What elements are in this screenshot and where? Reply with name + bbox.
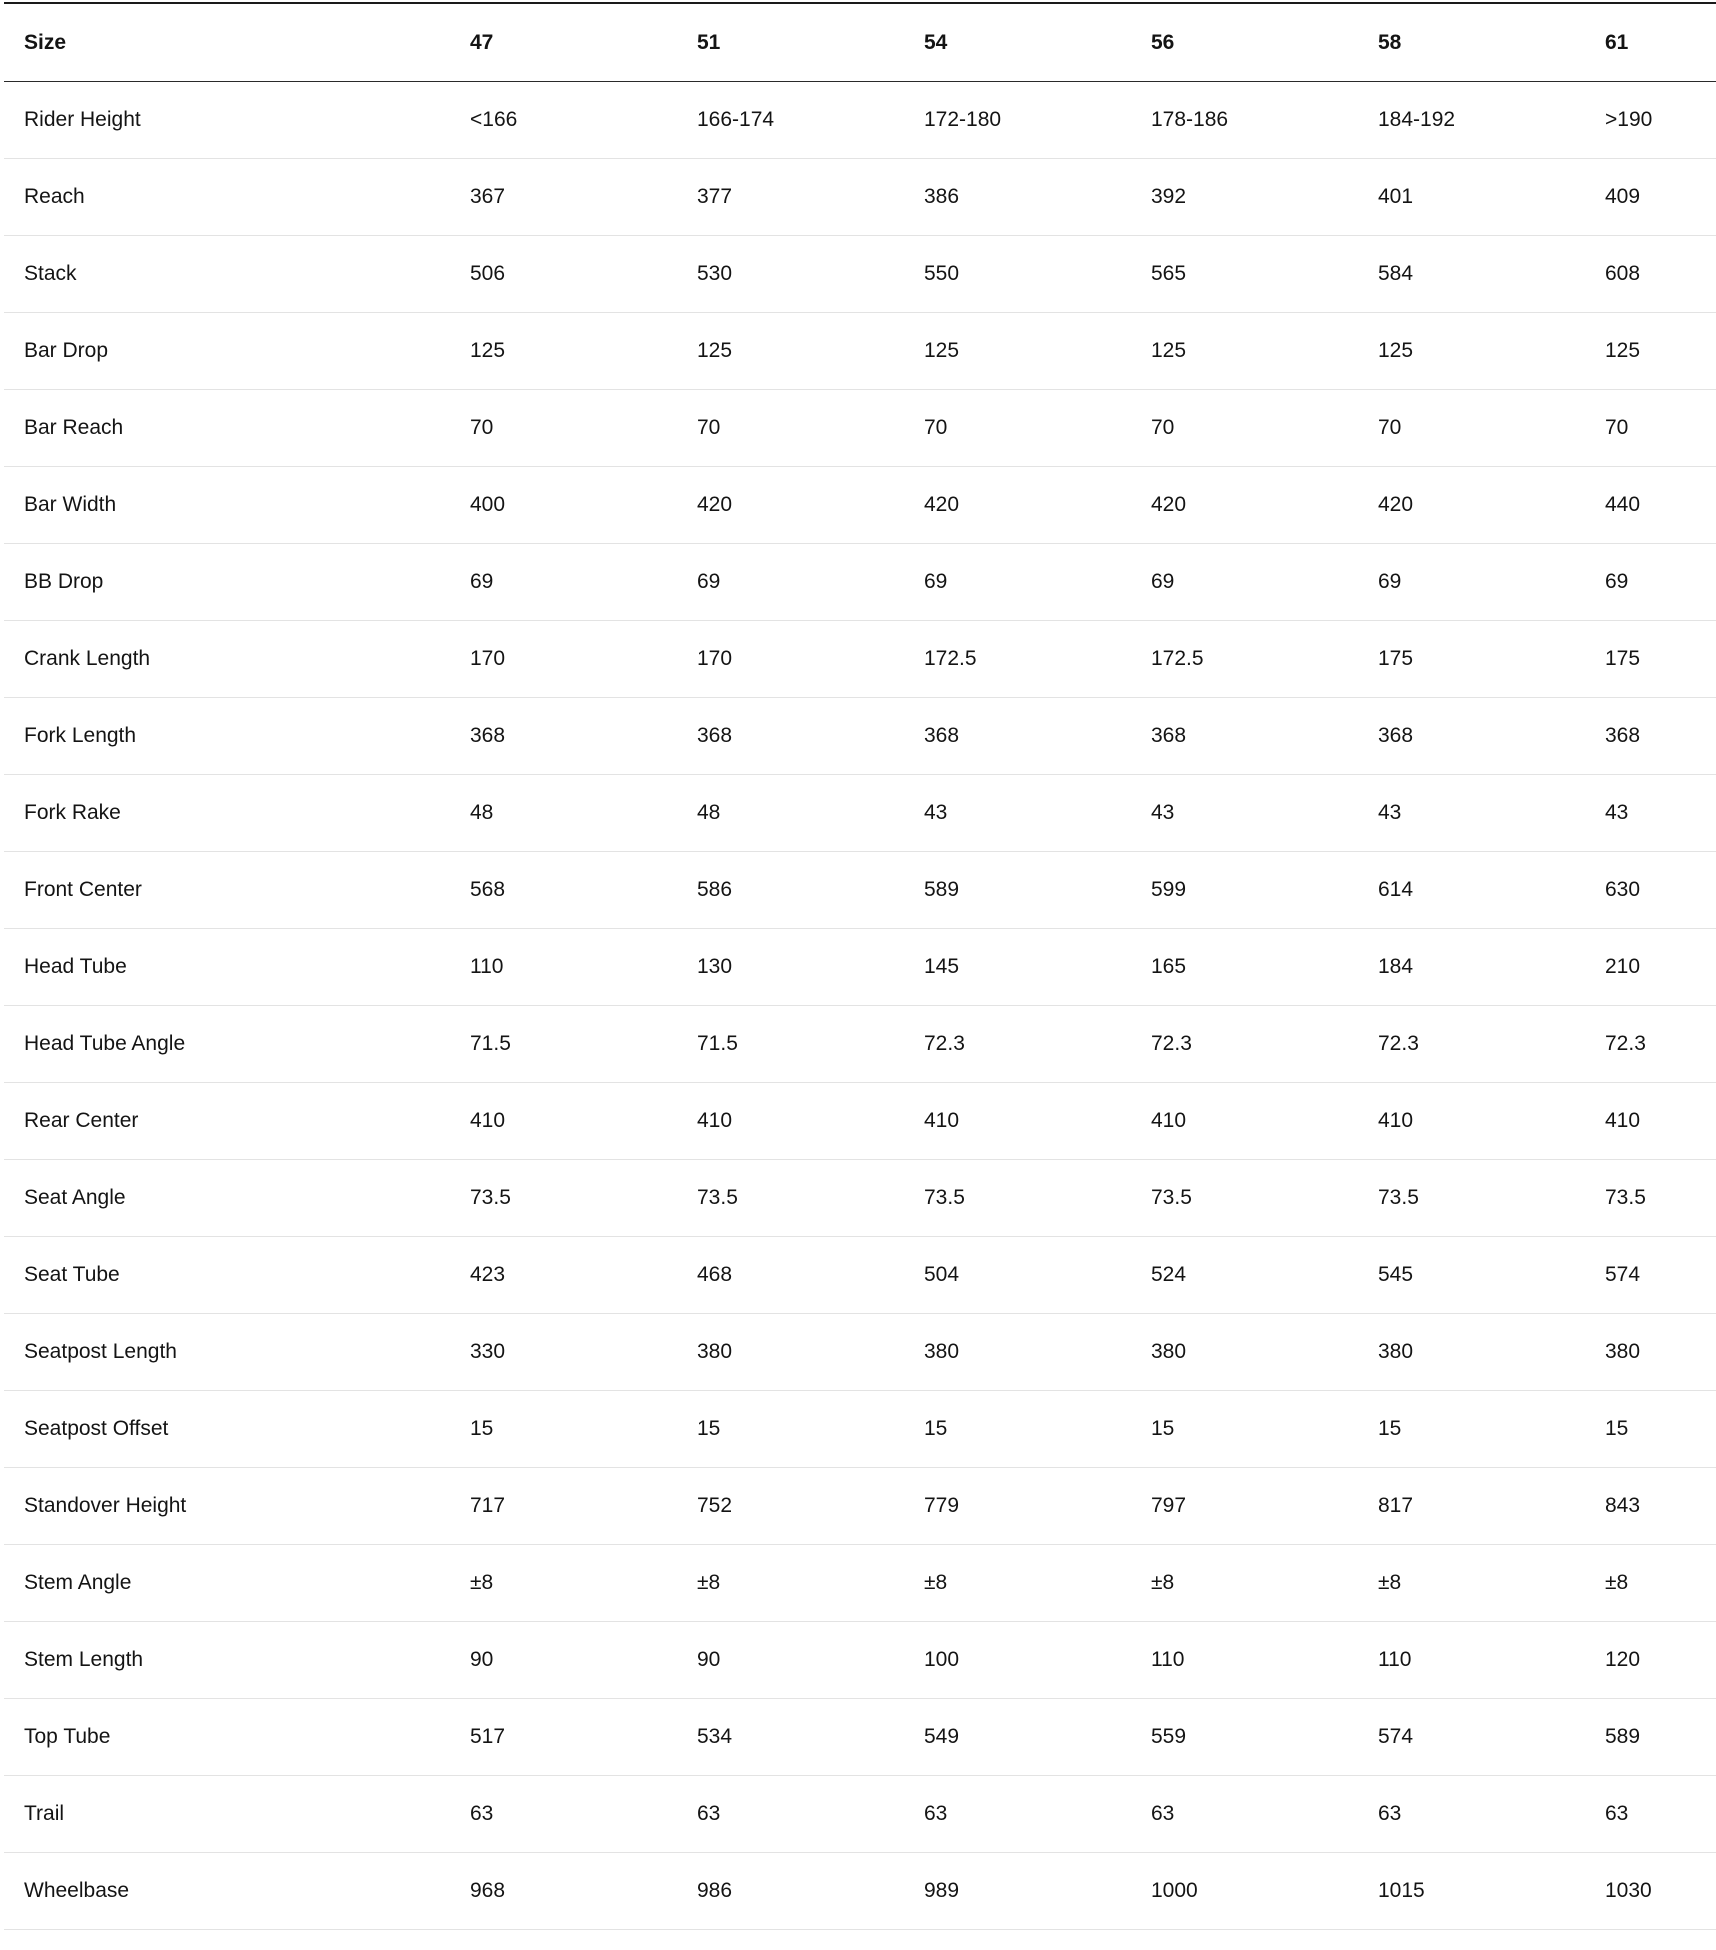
row-label: Seatpost Offset [4,1391,470,1468]
header-cell-58: 58 [1378,3,1605,82]
header-cell-51: 51 [697,3,924,82]
table-cell: 1030 [1605,1853,1716,1930]
table-row [4,775,1716,852]
table-cell: 440 [1605,467,1716,544]
table-cell: 170 [470,621,697,698]
header-cell-56: 56 [1151,3,1378,82]
table-cell: 15 [924,1391,1151,1468]
table-cell: 420 [924,467,1151,544]
table-cell: 48 [697,775,924,852]
table-cell: 63 [1605,1776,1716,1853]
table-cell: 1000 [1151,1853,1378,1930]
table-cell: 73.5 [697,1160,924,1237]
table-cell: 565 [1151,236,1378,313]
table-cell: 549 [924,1699,1151,1776]
table-cell: 110 [470,929,697,1006]
table-cell: 410 [1605,1083,1716,1160]
table-cell: 410 [470,1083,697,1160]
table-body [4,82,1716,1930]
table-cell: 506 [470,236,697,313]
table-cell: 420 [697,467,924,544]
table-cell: 401 [1378,159,1605,236]
table-cell: 367 [470,159,697,236]
table-cell: 380 [1378,1314,1605,1391]
table-cell: 125 [697,313,924,390]
table-row [4,467,1716,544]
table-cell: 409 [1605,159,1716,236]
table-row [4,1545,1716,1622]
table-cell: 175 [1378,621,1605,698]
table-cell: 380 [697,1314,924,1391]
table-cell: ±8 [1605,1545,1716,1622]
table-cell: 73.5 [924,1160,1151,1237]
table-cell: 843 [1605,1468,1716,1545]
table-cell: 73.5 [1151,1160,1378,1237]
table-cell: 90 [697,1622,924,1699]
table-cell: 377 [697,159,924,236]
table-cell: 608 [1605,236,1716,313]
table-cell: 172-180 [924,82,1151,159]
table-cell: 100 [924,1622,1151,1699]
table-row [4,390,1716,467]
table-cell: 559 [1151,1699,1378,1776]
table-cell: 172.5 [1151,621,1378,698]
row-label: Wheelbase [4,1853,470,1930]
table-cell: 420 [1378,467,1605,544]
table-cell: 125 [470,313,697,390]
table-cell: 166-174 [697,82,924,159]
table-cell: 817 [1378,1468,1605,1545]
table-cell: 410 [697,1083,924,1160]
table-cell: 69 [697,544,924,621]
table-cell: 368 [697,698,924,775]
row-label: Trail [4,1776,470,1853]
table-cell: 71.5 [697,1006,924,1083]
table-cell: 69 [1605,544,1716,621]
table-cell: 752 [697,1468,924,1545]
table-cell: 630 [1605,852,1716,929]
table-cell: 90 [470,1622,697,1699]
table-cell: 15 [1378,1391,1605,1468]
row-label: Stack [4,236,470,313]
table-cell: 1015 [1378,1853,1605,1930]
table-row [4,236,1716,313]
table-row [4,929,1716,1006]
table-cell: 423 [470,1237,697,1314]
table-cell: 63 [1151,1776,1378,1853]
table-cell: 410 [1378,1083,1605,1160]
row-label: Rear Center [4,1083,470,1160]
table-row [4,1622,1716,1699]
table-cell: 63 [697,1776,924,1853]
table-cell: 43 [1378,775,1605,852]
table-cell: 178-186 [1151,82,1378,159]
table-cell: 797 [1151,1468,1378,1545]
row-label: Front Center [4,852,470,929]
table-cell: 43 [1151,775,1378,852]
row-label: Top Tube [4,1699,470,1776]
table-cell: 15 [470,1391,697,1468]
table-cell: 534 [697,1699,924,1776]
table-cell: 72.3 [924,1006,1151,1083]
table-cell: 43 [924,775,1151,852]
table-cell: 380 [1605,1314,1716,1391]
table-cell: >190 [1605,82,1716,159]
table-cell: 368 [1605,698,1716,775]
table-cell: 125 [1151,313,1378,390]
table-cell: 184 [1378,929,1605,1006]
table-cell: 400 [470,467,697,544]
row-label: Seatpost Length [4,1314,470,1391]
table-cell: 145 [924,929,1151,1006]
table-cell: 568 [470,852,697,929]
row-label: Reach [4,159,470,236]
table-cell: 779 [924,1468,1151,1545]
row-label: Head Tube Angle [4,1006,470,1083]
table-cell: 545 [1378,1237,1605,1314]
table-cell: 73.5 [1378,1160,1605,1237]
table-cell: 530 [697,236,924,313]
table-row [4,1237,1716,1314]
row-label: Fork Rake [4,775,470,852]
table-cell: 170 [697,621,924,698]
table-cell: 73.5 [1605,1160,1716,1237]
table-cell: 989 [924,1853,1151,1930]
table-cell: 420 [1151,467,1378,544]
table-cell: 599 [1151,852,1378,929]
row-label: Crank Length [4,621,470,698]
row-label: Rider Height [4,82,470,159]
table-cell: 70 [1151,390,1378,467]
table-cell: 72.3 [1151,1006,1378,1083]
row-label: Bar Width [4,467,470,544]
table-cell: 43 [1605,775,1716,852]
table-cell: 63 [924,1776,1151,1853]
table-cell: 717 [470,1468,697,1545]
table-cell: 125 [1378,313,1605,390]
table-cell: 72.3 [1378,1006,1605,1083]
table-row [4,1699,1716,1776]
row-label: Stem Length [4,1622,470,1699]
table-cell: 589 [1605,1699,1716,1776]
table-cell: 69 [924,544,1151,621]
table-cell: ±8 [924,1545,1151,1622]
table-cell: 589 [924,852,1151,929]
table-row [4,1468,1716,1545]
table-cell: 70 [1378,390,1605,467]
row-label: Standover Height [4,1468,470,1545]
table-row [4,1006,1716,1083]
table-row [4,698,1716,775]
table-cell: 70 [924,390,1151,467]
table-row [4,1314,1716,1391]
table-row [4,159,1716,236]
row-label: Seat Tube [4,1237,470,1314]
table-cell: 15 [1151,1391,1378,1468]
table-cell: <166 [470,82,697,159]
table-cell: 125 [1605,313,1716,390]
table-cell: 63 [470,1776,697,1853]
table-cell: 165 [1151,929,1378,1006]
table-cell: 380 [1151,1314,1378,1391]
table-cell: 15 [697,1391,924,1468]
table-cell: 70 [1605,390,1716,467]
row-label: Head Tube [4,929,470,1006]
table-cell: 410 [1151,1083,1378,1160]
table-row [4,544,1716,621]
table-cell: 72.3 [1605,1006,1716,1083]
table-cell: ±8 [470,1545,697,1622]
table-cell: 69 [470,544,697,621]
table-cell: 614 [1378,852,1605,929]
row-label: Fork Length [4,698,470,775]
table-cell: 368 [1151,698,1378,775]
row-label: Bar Drop [4,313,470,390]
table-cell: 524 [1151,1237,1378,1314]
table-cell: 172.5 [924,621,1151,698]
header-cell-54: 54 [924,3,1151,82]
table-header [4,3,1716,82]
table-cell: 986 [697,1853,924,1930]
table-cell: 574 [1605,1237,1716,1314]
table-cell: 69 [1378,544,1605,621]
table-cell: 368 [1378,698,1605,775]
table-row [4,1391,1716,1468]
table-cell: 386 [924,159,1151,236]
table-cell: 517 [470,1699,697,1776]
table-row [4,1776,1716,1853]
table-cell: 410 [924,1083,1151,1160]
table-row [4,82,1716,159]
row-label: Seat Angle [4,1160,470,1237]
table-cell: 69 [1151,544,1378,621]
table-row [4,1160,1716,1237]
table-cell: 71.5 [470,1006,697,1083]
header-cell-61: 61 [1605,3,1716,82]
table-cell: 184-192 [1378,82,1605,159]
table-cell: 110 [1378,1622,1605,1699]
row-label: Stem Angle [4,1545,470,1622]
table-cell: 73.5 [470,1160,697,1237]
header-cell-size: Size [4,3,470,82]
table-cell: 368 [470,698,697,775]
table-cell: 968 [470,1853,697,1930]
table-cell: 70 [697,390,924,467]
table-cell: ±8 [1151,1545,1378,1622]
table-row [4,621,1716,698]
table-row [4,313,1716,390]
header-row [4,3,1716,82]
table-cell: 330 [470,1314,697,1391]
table-cell: 130 [697,929,924,1006]
table-cell: ±8 [1378,1545,1605,1622]
table-cell: 15 [1605,1391,1716,1468]
table-cell: 392 [1151,159,1378,236]
table-cell: 468 [697,1237,924,1314]
table-cell: 586 [697,852,924,929]
row-label: Bar Reach [4,390,470,467]
table-cell: 504 [924,1237,1151,1314]
header-cell-47: 47 [470,3,697,82]
table-cell: 63 [1378,1776,1605,1853]
table-row [4,1853,1716,1930]
table-row [4,1083,1716,1160]
table-row [4,852,1716,929]
table-cell: 210 [1605,929,1716,1006]
table-cell: 574 [1378,1699,1605,1776]
table-cell: 110 [1151,1622,1378,1699]
table-cell: 380 [924,1314,1151,1391]
table-cell: 125 [924,313,1151,390]
geometry-table [4,2,1716,1930]
table-cell: 70 [470,390,697,467]
table-cell: ±8 [697,1545,924,1622]
row-label: BB Drop [4,544,470,621]
table-cell: 368 [924,698,1151,775]
table-cell: 48 [470,775,697,852]
table-cell: 120 [1605,1622,1716,1699]
table-cell: 175 [1605,621,1716,698]
table-cell: 584 [1378,236,1605,313]
table-cell: 550 [924,236,1151,313]
